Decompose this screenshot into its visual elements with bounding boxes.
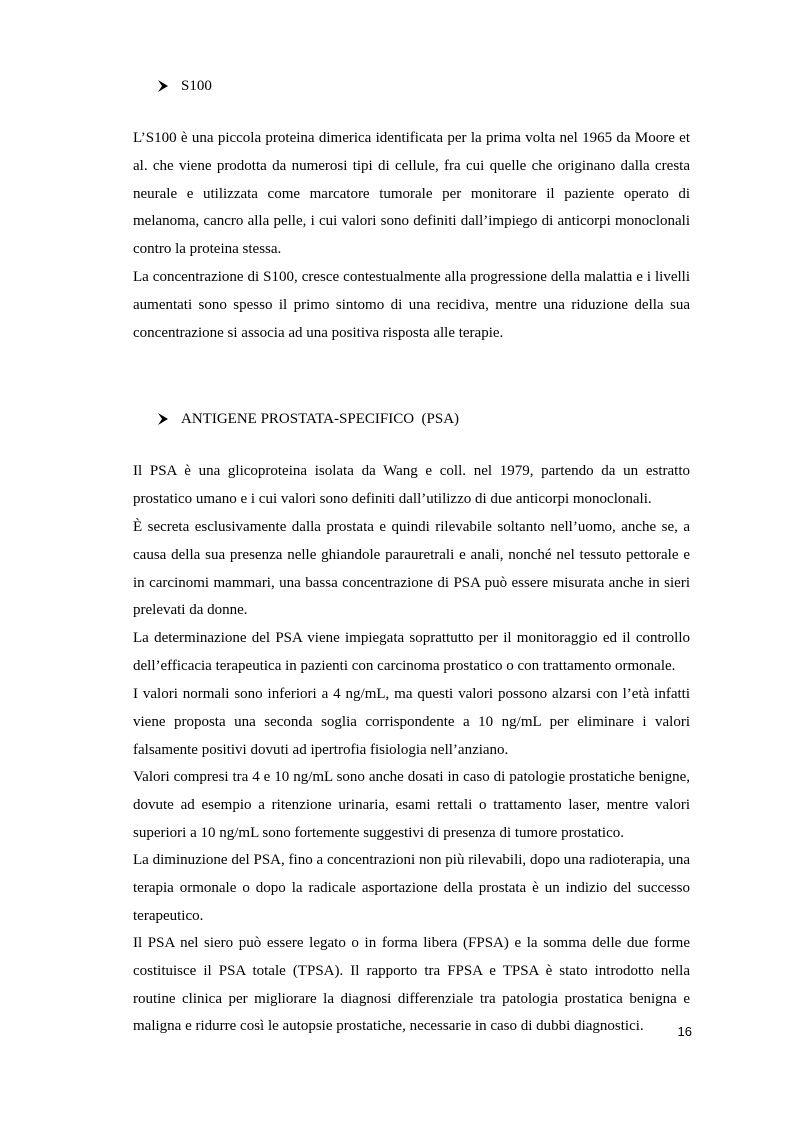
paragraph: La concentrazione di S100, cresce contestualmente alla progressione della malattia e i livelli aumentati sono spesso il primo sintomo di una recidiva, mentre una riduzione della sua concentrazione si associa ad una positiva risposta alle terapie. <box>133 269 690 341</box>
section-heading-text: ANTIGENE PROSTATA-SPECIFICO (PSA) <box>181 411 460 427</box>
arrow-bullet-icon <box>157 412 169 426</box>
paragraph: Il PSA è una glicoproteina isolata da Wang e coll. nel 1979, partendo da un estratto prostatico umano e i cui valori sono definiti dall’utilizzo di due anticorpi monoclonali. <box>133 463 690 507</box>
paragraph: È secreta esclusivamente dalla prostata e quindi rilevabile soltanto nell’uomo, anche se, a causa della sua presenza nelle ghiandole parauretrali e anali, nonché nel tessuto pettorale e in carcinomi mammari, una bassa concentrazione di PSA può essere misurata anche in sieri prelevati da donne. <box>133 519 690 619</box>
paragraph: L’S100 è una piccola proteina dimerica identificata per la prima volta nel 1965 da Moore et al. che viene prodotta da numerosi tipi di cellule, fra cui quelle che originano dalla cresta neurale e utilizzata come marcatore tumorale per monitorare il paziente operato di melanoma, cancro alla pelle, i cui valori sono definiti dall’impiego di anticorpi monoclonali contro la proteina stessa. <box>133 130 690 258</box>
paragraph: Valori compresi tra 4 e 10 ng/mL sono anche dosati in caso di patologie prostatiche benigne, dovute ad esempio a ritenzione urinaria, esami rettali o trattamento laser, mentre valori superiori a 10 ng/mL sono fortemente suggestivi di presenza di tumore prostatico. <box>133 769 690 841</box>
paragraph: La determinazione del PSA viene impiegata soprattutto per il monitoraggio ed il controllo dell’efficacia terapeutica in pazienti con carcinoma prostatico o con trattamento ormonale. <box>133 630 690 674</box>
paragraph: Il PSA nel siero può essere legato o in forma libera (FPSA) e la somma delle due forme costituisce il PSA totale (TPSA). Il rapporto tra FPSA e TPSA è stato introdotto nella routine clinica per migliorare la diagnosi differenziale tra patologia prostatica benigna e maligna e ridurre così le autopsie prostatiche, necessarie in caso di dubbi diagnostici. <box>133 935 690 1035</box>
section-heading-text: S100 <box>181 78 212 94</box>
paragraph: La diminuzione del PSA, fino a concentrazioni non più rilevabili, dopo una radioterapia, una terapia ormonale o dopo la radicale asportazione della prostata è un indizio del successo terapeutico. <box>133 852 690 924</box>
page-number: 16 <box>677 1024 692 1039</box>
paragraph: I valori normali sono inferiori a 4 ng/mL, ma questi valori possono alzarsi con l’età infatti viene proposta una seconda soglia corrispondente a 10 ng/mL per eliminare i valori falsamente positivi dovuti ad ipertrofia fisiologia nell’anziano. <box>133 686 690 758</box>
section-heading-psa <box>157 409 459 429</box>
section-heading-s100 <box>157 76 212 96</box>
arrow-bullet-icon <box>157 79 169 93</box>
